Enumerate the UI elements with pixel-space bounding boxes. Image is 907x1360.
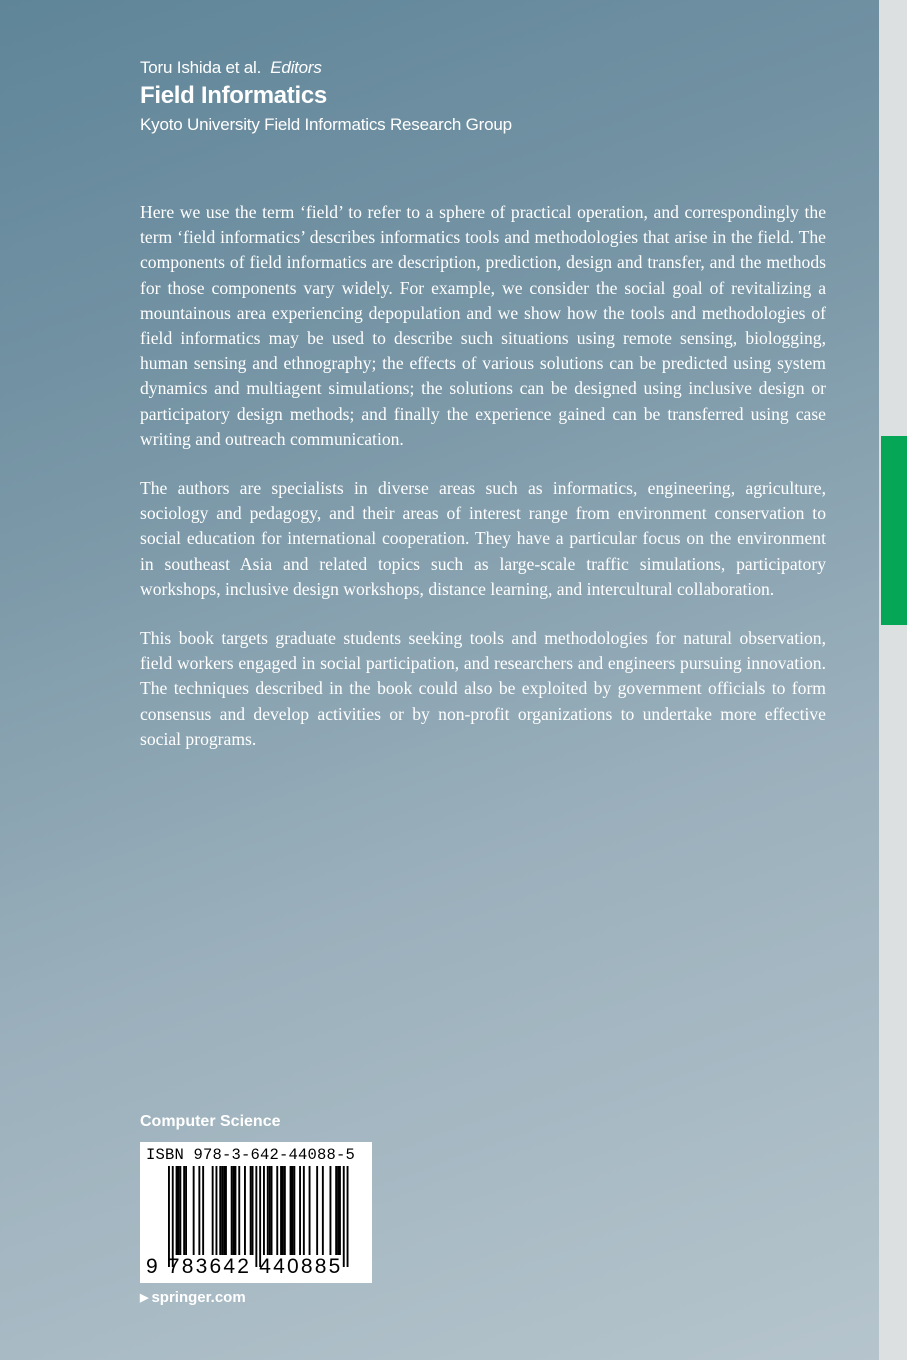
barcode-bar bbox=[293, 1166, 295, 1255]
barcode-bar bbox=[269, 1166, 271, 1255]
barcode-bar bbox=[280, 1166, 282, 1255]
barcode-bar bbox=[252, 1166, 254, 1255]
triangle-right-icon: ▶ bbox=[140, 1292, 149, 1304]
barcode-bar bbox=[223, 1166, 225, 1255]
barcode-guard-bar bbox=[168, 1166, 170, 1267]
barcode-bar bbox=[292, 1166, 294, 1255]
ean-number: 9 783642 440885 bbox=[146, 1255, 343, 1278]
barcode-guard-bar bbox=[172, 1166, 174, 1267]
barcode-guard-bar bbox=[259, 1166, 261, 1267]
barcode-bar bbox=[231, 1166, 233, 1255]
barcode-bar bbox=[221, 1166, 223, 1255]
barcode-bar bbox=[284, 1166, 286, 1255]
book-title: Field Informatics bbox=[140, 82, 327, 109]
barcode-bar bbox=[335, 1166, 337, 1255]
barcode-bar bbox=[183, 1166, 185, 1255]
barcode-bar bbox=[282, 1166, 284, 1255]
barcode-bar bbox=[216, 1166, 218, 1255]
barcode-bar bbox=[238, 1166, 240, 1255]
barcode-bar bbox=[193, 1166, 195, 1255]
barcode-bar bbox=[303, 1166, 305, 1255]
barcode-bar bbox=[185, 1166, 187, 1255]
authors: Toru Ishida et al. bbox=[140, 58, 262, 77]
barcode-bar bbox=[267, 1166, 269, 1255]
barcode-bar bbox=[176, 1166, 178, 1255]
publisher-url: springer.com bbox=[151, 1289, 246, 1306]
authors-line bbox=[140, 56, 512, 80]
barcode-bar bbox=[271, 1166, 273, 1255]
isbn-number: ISBN 978-3-642-44088-5 bbox=[146, 1146, 356, 1164]
barcode-bar bbox=[233, 1166, 235, 1255]
barcode-bar bbox=[244, 1166, 246, 1255]
barcode-bar bbox=[330, 1166, 332, 1255]
book-spine bbox=[879, 0, 907, 1360]
barcode-guard-bar bbox=[255, 1166, 257, 1267]
barcode-bar bbox=[276, 1166, 278, 1255]
barcode-bar bbox=[322, 1166, 324, 1255]
blurb-paragraph-2: The authors are specialists in diverse areas such as informatics, engineering, agriculture, sociology and pedagogy, and their areas of interest range from environment conservation to social education for international cooperation. They have a particular focus on the environment in southeast Asia and related topics such as large-scale traffic simulations, participatory workshops, inclusive design workshops, distance learning, and intercultural collaboration. bbox=[140, 478, 826, 599]
barcode-bar bbox=[309, 1166, 311, 1255]
subject-category: Computer Science bbox=[140, 1113, 281, 1130]
barcode-bar bbox=[198, 1166, 200, 1255]
blurb-paragraph-3: This book targets graduate students seeking tools and methodologies for natural observation, field workers engaged in social participation, and researchers and engineers pursuing innovation. The techniques described in the book could also be exploited by government officials to form consensus and develop activities or by non-profit organizations to undertake more effective social programs. bbox=[140, 628, 826, 749]
barcode-bar bbox=[212, 1166, 214, 1255]
barcode-bar bbox=[299, 1166, 301, 1255]
isbn-barcode bbox=[140, 1142, 372, 1283]
barcode-bar bbox=[178, 1166, 180, 1255]
barcode-bar bbox=[337, 1166, 339, 1255]
barcode-bar bbox=[263, 1166, 265, 1255]
barcode-bar bbox=[339, 1166, 341, 1255]
research-group: Kyoto University Field Informatics Research Group bbox=[140, 115, 512, 134]
barcode-bar bbox=[250, 1166, 252, 1255]
book-header bbox=[140, 56, 512, 138]
barcode-bar bbox=[290, 1166, 292, 1255]
back-cover-blurb bbox=[140, 200, 826, 776]
editors-role: Editors bbox=[270, 58, 322, 77]
barcode-bar bbox=[179, 1166, 181, 1255]
publisher-link[interactable] bbox=[140, 1289, 246, 1306]
barcode-guard-bar bbox=[343, 1166, 345, 1267]
barcode-bar bbox=[202, 1166, 204, 1255]
barcode-bar bbox=[316, 1166, 318, 1255]
barcode-guard-bar bbox=[347, 1166, 349, 1267]
spine-color-mark bbox=[881, 436, 907, 625]
blurb-paragraph-1: Here we use the term ‘field’ to refer to a sphere of practical operation, and correspondingly the term ‘field informatics’ describes informatics tools and methodologies that arise in the field. The components of field informatics are description, prediction, design and transfer, and the methods for those components vary widely. For example, we consider the social goal of revitalizing a mountainous area experiencing depopulation and we show how the tools and methodologies of field informatics may be used to describe such situations using remote sensing, biologging, human sensing and ethnography; the effects of various solutions can be predicted using system dynamics and multiagent simulations; the solutions can be designed using inclusive design or participatory design methods; and finally the experience gained can be transferred using case writing and outreach communication. bbox=[140, 202, 826, 449]
barcode-bar bbox=[225, 1166, 227, 1255]
barcode-bar bbox=[219, 1166, 221, 1255]
barcode-bar bbox=[235, 1166, 237, 1255]
